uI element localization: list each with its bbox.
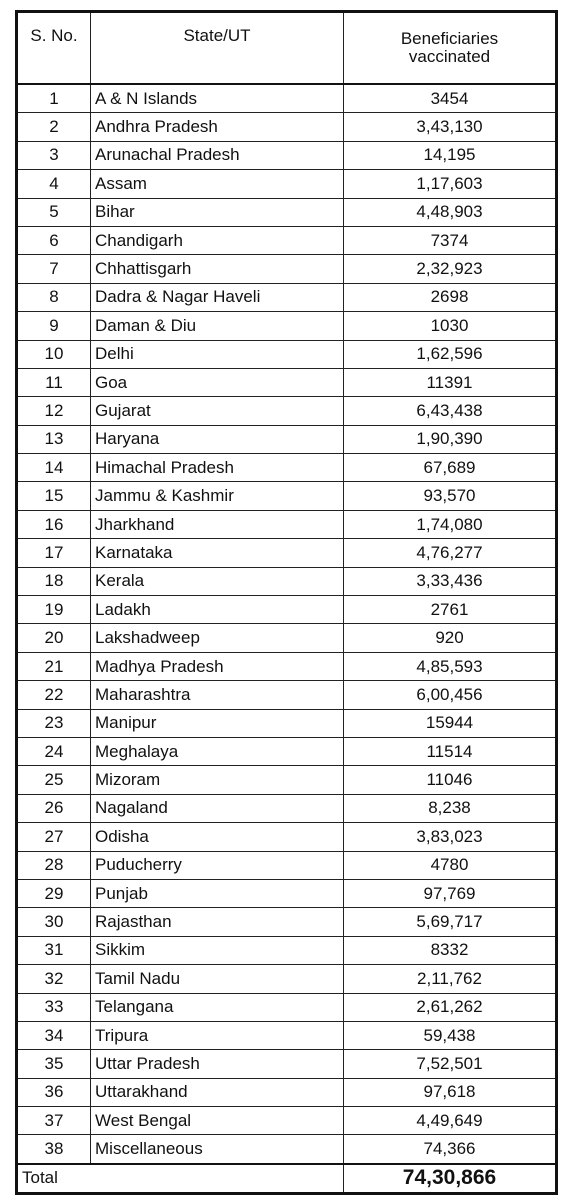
row-state-name: Daman & Diu	[91, 312, 344, 340]
row-state-name: Telangana	[91, 993, 344, 1021]
row-state-name: West Bengal	[91, 1107, 344, 1135]
row-serial-number: 8	[17, 283, 91, 311]
row-beneficiaries-value: 5,69,717	[344, 908, 557, 936]
table-row	[17, 794, 557, 822]
table-row	[17, 993, 557, 1021]
row-serial-number: 3	[17, 141, 91, 169]
row-state-name: Uttar Pradesh	[91, 1050, 344, 1078]
row-state-name: Mizoram	[91, 766, 344, 794]
row-serial-number: 31	[17, 936, 91, 964]
table-row	[17, 567, 557, 595]
row-serial-number: 16	[17, 510, 91, 538]
row-state-name: Meghalaya	[91, 737, 344, 765]
row-serial-number: 18	[17, 567, 91, 595]
row-state-name: Miscellaneous	[91, 1135, 344, 1164]
row-beneficiaries-value: 4,85,593	[344, 652, 557, 680]
table-row	[17, 624, 557, 652]
total-row	[17, 1164, 557, 1194]
row-serial-number: 6	[17, 226, 91, 254]
row-serial-number: 24	[17, 737, 91, 765]
row-serial-number: 34	[17, 1021, 91, 1049]
table-row	[17, 170, 557, 198]
table-row	[17, 766, 557, 794]
row-state-name: Sikkim	[91, 936, 344, 964]
row-beneficiaries-value: 97,769	[344, 879, 557, 907]
row-serial-number: 30	[17, 908, 91, 936]
row-state-name: Arunachal Pradesh	[91, 141, 344, 169]
row-serial-number: 29	[17, 879, 91, 907]
table-row	[17, 368, 557, 396]
row-beneficiaries-value: 8,238	[344, 794, 557, 822]
row-serial-number: 20	[17, 624, 91, 652]
row-beneficiaries-value: 3,43,130	[344, 113, 557, 141]
row-state-name: Jharkhand	[91, 510, 344, 538]
vaccination-table-container	[15, 10, 555, 1195]
row-serial-number: 36	[17, 1078, 91, 1106]
table-row	[17, 936, 557, 964]
row-beneficiaries-value: 1,74,080	[344, 510, 557, 538]
row-beneficiaries-value: 1,62,596	[344, 340, 557, 368]
row-state-name: Ladakh	[91, 596, 344, 624]
row-serial-number: 33	[17, 993, 91, 1021]
row-serial-number: 1	[17, 84, 91, 113]
table-row	[17, 454, 557, 482]
row-serial-number: 23	[17, 709, 91, 737]
row-state-name: Chandigarh	[91, 226, 344, 254]
row-beneficiaries-value: 1,90,390	[344, 425, 557, 453]
table-row	[17, 908, 557, 936]
table-row	[17, 425, 557, 453]
row-beneficiaries-value: 97,618	[344, 1078, 557, 1106]
table-row	[17, 652, 557, 680]
row-beneficiaries-value: 6,43,438	[344, 397, 557, 425]
table-row	[17, 141, 557, 169]
row-state-name: Kerala	[91, 567, 344, 595]
table-row	[17, 539, 557, 567]
row-state-name: Gujarat	[91, 397, 344, 425]
row-serial-number: 4	[17, 170, 91, 198]
row-serial-number: 28	[17, 851, 91, 879]
row-beneficiaries-value: 2,32,923	[344, 255, 557, 283]
row-beneficiaries-value: 8332	[344, 936, 557, 964]
row-state-name: Manipur	[91, 709, 344, 737]
table-row	[17, 312, 557, 340]
row-state-name: Himachal Pradesh	[91, 454, 344, 482]
row-state-name: Uttarakhand	[91, 1078, 344, 1106]
row-beneficiaries-value: 2,61,262	[344, 993, 557, 1021]
row-beneficiaries-value: 3,33,436	[344, 567, 557, 595]
row-serial-number: 13	[17, 425, 91, 453]
table-row	[17, 198, 557, 226]
table-row	[17, 737, 557, 765]
vaccination-table	[15, 10, 558, 1195]
table-row	[17, 1135, 557, 1164]
table-row	[17, 851, 557, 879]
row-state-name: Punjab	[91, 879, 344, 907]
table-body	[17, 84, 557, 1164]
table-row	[17, 709, 557, 737]
row-beneficiaries-value: 14,195	[344, 141, 557, 169]
table-row	[17, 84, 557, 113]
row-state-name: Maharashtra	[91, 681, 344, 709]
row-serial-number: 38	[17, 1135, 91, 1164]
row-beneficiaries-value: 4780	[344, 851, 557, 879]
row-beneficiaries-value: 1030	[344, 312, 557, 340]
total-label: Total	[17, 1164, 344, 1194]
row-state-name: Tamil Nadu	[91, 965, 344, 993]
header-beneficiaries	[344, 12, 557, 85]
row-beneficiaries-value: 59,438	[344, 1021, 557, 1049]
row-beneficiaries-value: 11391	[344, 368, 557, 396]
header-row	[17, 12, 557, 85]
row-serial-number: 2	[17, 113, 91, 141]
header-state: State/UT	[91, 12, 344, 85]
row-serial-number: 10	[17, 340, 91, 368]
row-state-name: Haryana	[91, 425, 344, 453]
row-state-name: Assam	[91, 170, 344, 198]
row-state-name: Odisha	[91, 823, 344, 851]
row-beneficiaries-value: 6,00,456	[344, 681, 557, 709]
row-state-name: Jammu & Kashmir	[91, 482, 344, 510]
table-row	[17, 1050, 557, 1078]
row-state-name: Bihar	[91, 198, 344, 226]
table-row	[17, 965, 557, 993]
row-state-name: Nagaland	[91, 794, 344, 822]
row-state-name: Goa	[91, 368, 344, 396]
row-beneficiaries-value: 93,570	[344, 482, 557, 510]
row-state-name: Andhra Pradesh	[91, 113, 344, 141]
row-serial-number: 25	[17, 766, 91, 794]
table-row	[17, 113, 557, 141]
row-beneficiaries-value: 11046	[344, 766, 557, 794]
row-serial-number: 32	[17, 965, 91, 993]
table-row	[17, 596, 557, 624]
row-serial-number: 26	[17, 794, 91, 822]
total-value: 74,30,866	[344, 1164, 557, 1194]
table-row	[17, 879, 557, 907]
row-beneficiaries-value: 2761	[344, 596, 557, 624]
table-row	[17, 283, 557, 311]
row-beneficiaries-value: 7374	[344, 226, 557, 254]
table-row	[17, 1078, 557, 1106]
table-row	[17, 1107, 557, 1135]
row-serial-number: 35	[17, 1050, 91, 1078]
table-row	[17, 340, 557, 368]
row-beneficiaries-value: 4,49,649	[344, 1107, 557, 1135]
table-row	[17, 1021, 557, 1049]
table-row	[17, 681, 557, 709]
header-beneficiaries-line1: Beneficiaries	[400, 29, 499, 48]
row-serial-number: 12	[17, 397, 91, 425]
row-beneficiaries-value: 920	[344, 624, 557, 652]
row-state-name: Rajasthan	[91, 908, 344, 936]
row-beneficiaries-value: 7,52,501	[344, 1050, 557, 1078]
table-row	[17, 823, 557, 851]
header-serial-number: S. No.	[17, 12, 91, 85]
row-state-name: Lakshadweep	[91, 624, 344, 652]
row-serial-number: 5	[17, 198, 91, 226]
row-serial-number: 9	[17, 312, 91, 340]
table-row	[17, 510, 557, 538]
row-beneficiaries-value: 3454	[344, 84, 557, 113]
row-state-name: Delhi	[91, 340, 344, 368]
row-state-name: Dadra & Nagar Haveli	[91, 283, 344, 311]
row-serial-number: 22	[17, 681, 91, 709]
table-row	[17, 482, 557, 510]
row-beneficiaries-value: 3,83,023	[344, 823, 557, 851]
row-serial-number: 21	[17, 652, 91, 680]
row-beneficiaries-value: 4,76,277	[344, 539, 557, 567]
table-row	[17, 397, 557, 425]
row-state-name: Chhattisgarh	[91, 255, 344, 283]
row-beneficiaries-value: 2,11,762	[344, 965, 557, 993]
row-serial-number: 15	[17, 482, 91, 510]
row-beneficiaries-value: 11514	[344, 737, 557, 765]
row-beneficiaries-value: 74,366	[344, 1135, 557, 1164]
row-serial-number: 14	[17, 454, 91, 482]
row-serial-number: 19	[17, 596, 91, 624]
table-row	[17, 226, 557, 254]
row-serial-number: 27	[17, 823, 91, 851]
table-row	[17, 255, 557, 283]
row-state-name: Madhya Pradesh	[91, 652, 344, 680]
row-serial-number: 37	[17, 1107, 91, 1135]
row-serial-number: 17	[17, 539, 91, 567]
row-state-name: A & N Islands	[91, 84, 344, 113]
row-beneficiaries-value: 4,48,903	[344, 198, 557, 226]
table-header	[17, 12, 557, 85]
row-beneficiaries-value: 1,17,603	[344, 170, 557, 198]
header-beneficiaries-line2: vaccinated	[408, 47, 491, 66]
row-state-name: Karnataka	[91, 539, 344, 567]
row-beneficiaries-value: 2698	[344, 283, 557, 311]
row-state-name: Puducherry	[91, 851, 344, 879]
row-beneficiaries-value: 67,689	[344, 454, 557, 482]
row-serial-number: 7	[17, 255, 91, 283]
row-serial-number: 11	[17, 368, 91, 396]
row-beneficiaries-value: 15944	[344, 709, 557, 737]
table-footer	[17, 1164, 557, 1194]
row-state-name: Tripura	[91, 1021, 344, 1049]
